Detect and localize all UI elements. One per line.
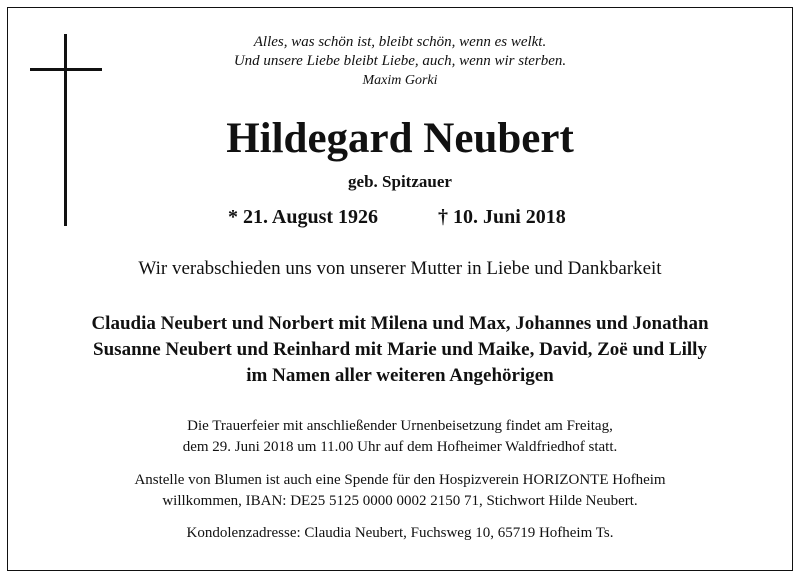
death-date: † 10. Juni 2018 <box>438 206 566 228</box>
family-line: Susanne Neubert und Reinhard mit Marie und Maike, David, Zoë und Lilly <box>93 339 707 360</box>
condolence-address: Kondolenzadresse: Claudia Neubert, Fuchsweg 10, 65719 Hofheim Ts. <box>186 525 614 541</box>
ceremony-line: dem 29. Juni 2018 um 11.00 Uhr auf dem Hofheimer Waldfriedhof statt. <box>182 439 618 455</box>
donation-info <box>30 470 770 512</box>
donation-line: willkommen, IBAN: DE25 5125 0000 0002 2150 71, Stichwort Hilde Neubert. <box>162 493 638 509</box>
ceremony-line: Die Trauerfeier mit anschließender Urnenbeisetzung findet am Freitag, <box>187 418 613 434</box>
quote <box>180 33 620 90</box>
birth-date: * 21. August 1926 <box>228 206 379 228</box>
deceased-name: Hildegard Neubert <box>226 115 574 162</box>
family-block <box>20 311 780 389</box>
family-line: Claudia Neubert und Norbert mit Milena und Max, Johannes und Jonathan <box>91 313 709 334</box>
donation-line: Anstelle von Blumen ist auch eine Spende für den Hospizverein HORIZONTE Hofheim <box>134 472 666 488</box>
ceremony-info <box>30 416 770 458</box>
quote-author: Maxim Gorki <box>362 73 438 88</box>
maiden-name: geb. Spitzauer <box>348 172 452 191</box>
life-dates <box>0 203 800 231</box>
quote-line: Und unsere Liebe bleibt Liebe, auch, wenn wir sterben. <box>233 53 567 69</box>
quote-line: Alles, was schön ist, bleibt schön, wenn es welkt. <box>253 34 547 50</box>
family-line: im Namen aller weiteren Angehörigen <box>246 365 554 386</box>
farewell-text: Wir verabschieden uns von unserer Mutter in Liebe und Dankbarkeit <box>138 258 662 279</box>
